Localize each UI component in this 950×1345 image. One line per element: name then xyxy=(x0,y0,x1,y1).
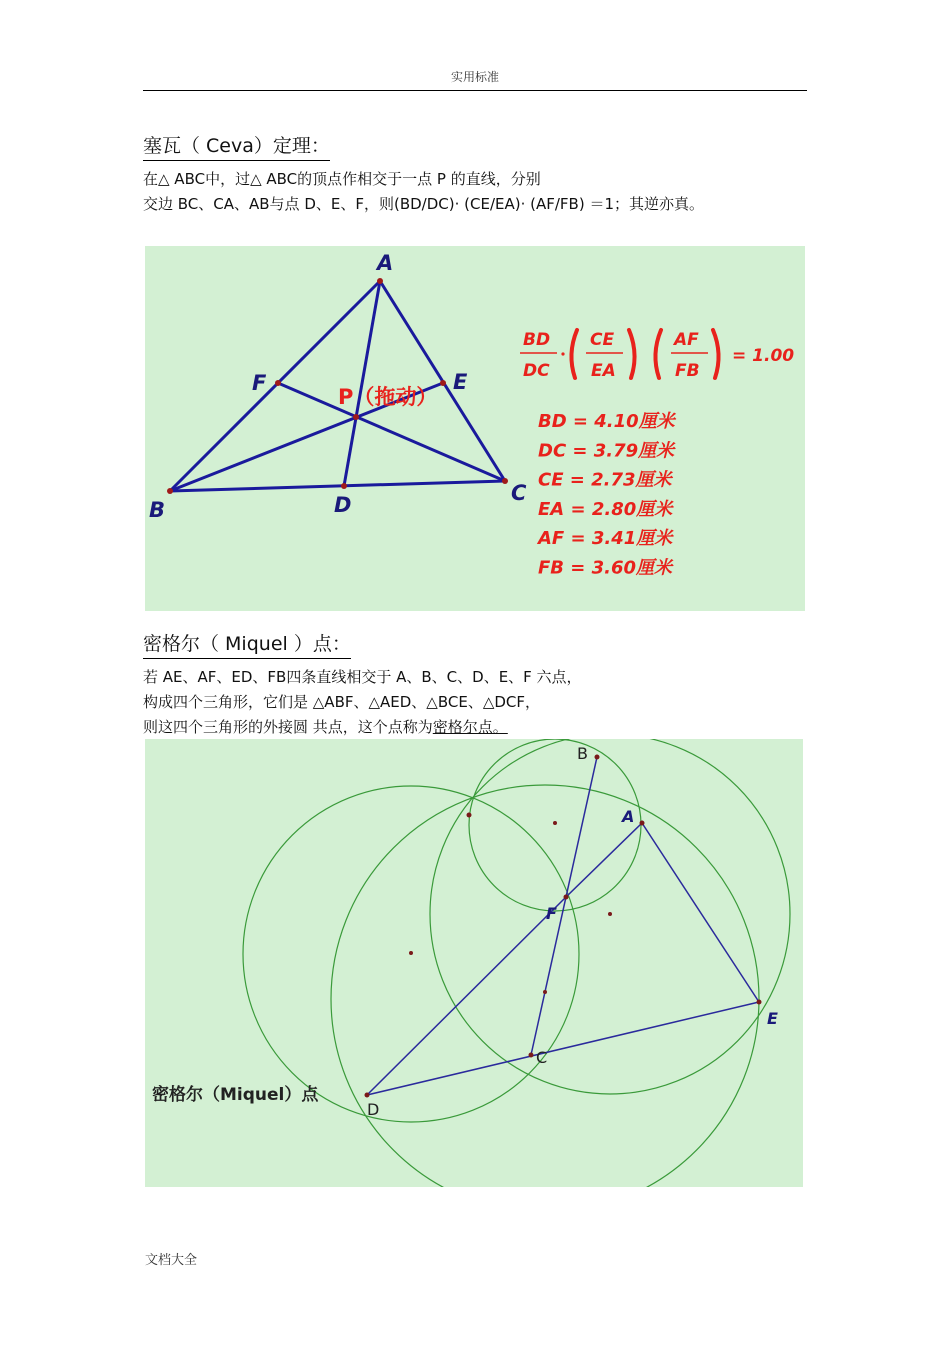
label-b: B xyxy=(149,498,166,522)
point-a xyxy=(377,278,383,284)
point-b xyxy=(595,755,600,760)
label-f: F xyxy=(252,371,267,395)
miquel-point-term: 密格尔点。 xyxy=(432,718,508,736)
point-d xyxy=(365,1093,370,1098)
point-f xyxy=(564,895,569,900)
label-c: C xyxy=(536,1048,548,1067)
line-bc xyxy=(531,757,597,1055)
miquel-heading: 密格尔（ Miquel ）点： xyxy=(143,629,351,659)
frac3-num: AF xyxy=(674,330,699,350)
label-c: C xyxy=(511,481,527,505)
miquel-point-caption: 密格尔（Miquel）点 xyxy=(152,1085,319,1105)
point-b xyxy=(167,488,173,494)
line-af xyxy=(566,823,642,897)
miquel-text-line-2: 构成四个三角形，它们是 △ABF、△AED、△BCE、△DCF， xyxy=(143,693,541,711)
miquel-text-line-1: 若 AE、AF、ED、FB四条直线相交于 A、B、C、D、E、F 六点， xyxy=(143,668,582,686)
header-rule xyxy=(143,90,807,91)
measurement-4: AF = 3.41厘米 xyxy=(538,528,673,550)
label-e: E xyxy=(453,370,468,394)
label-d: D xyxy=(334,493,352,517)
point-p[interactable] xyxy=(353,414,359,420)
ceva-text-line-1: 在△ ABC中，过△ ABC的顶点作相交于一点 P 的直线，分别 xyxy=(143,170,541,188)
label-b: B xyxy=(577,744,588,763)
miquel-figure xyxy=(145,739,803,1187)
ceva-figure xyxy=(145,246,805,611)
line-de xyxy=(367,1002,759,1095)
measurement-5: FB = 3.60厘米 xyxy=(538,557,673,579)
label-d: D xyxy=(367,1100,380,1119)
formula-result: = 1.00 xyxy=(732,346,795,366)
point-e xyxy=(757,1000,762,1005)
center-dcf xyxy=(409,951,413,955)
point-e xyxy=(440,380,446,386)
center-abf xyxy=(553,821,557,825)
ceva-heading: 塞瓦（ Ceva）定理： xyxy=(143,131,330,161)
measurement-2: CE = 2.73厘米 xyxy=(538,469,672,491)
point-c xyxy=(529,1053,534,1058)
ceva-text-line-2: 交边 BC、CA、AB与点 D、E、F，则(BD/DC)· (CE/EA)· (AF/FB) ＝1；其逆亦真。 xyxy=(143,195,705,213)
label-e: E xyxy=(767,1009,778,1028)
frac2-den: EA xyxy=(591,361,616,381)
frac3-den: FB xyxy=(675,361,700,381)
frac1-num: BD xyxy=(523,330,551,350)
measurement-3: EA = 2.80厘米 xyxy=(538,498,673,520)
measurement-0: BD = 4.10厘米 xyxy=(538,411,675,432)
label-a: A xyxy=(377,251,394,275)
measurement-1: DC = 3.79厘米 xyxy=(538,440,675,462)
miquel-text-line-3 xyxy=(143,715,508,740)
point-d xyxy=(341,483,347,489)
page-header: 实用标准 xyxy=(450,70,499,84)
label-a: A xyxy=(622,807,635,826)
side-bc xyxy=(170,481,505,491)
point-f xyxy=(275,380,281,386)
frac1-den: DC xyxy=(523,361,550,381)
miquel-point xyxy=(467,813,472,818)
center-bce xyxy=(608,912,612,916)
point-a xyxy=(640,821,645,826)
line-ae xyxy=(642,823,759,1002)
label-p-drag[interactable]: P（拖动） xyxy=(338,385,438,409)
miquel-text-line-3-prefix: 则这四个三角形的外接圆 共点，这个点称为 xyxy=(143,718,433,736)
circumcircle-aed xyxy=(331,785,759,1187)
point-c xyxy=(502,478,508,484)
frac2-num: CE xyxy=(590,330,615,350)
center-aed xyxy=(543,990,547,994)
label-f: F xyxy=(546,904,557,923)
page-footer: 文档大全 xyxy=(145,1253,198,1268)
circumcircle-bce xyxy=(430,739,790,1094)
